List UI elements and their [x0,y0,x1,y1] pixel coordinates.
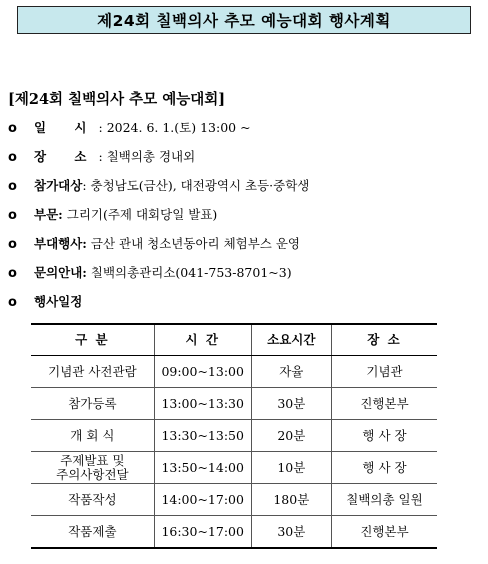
bullet-icon: o [8,150,17,165]
info-label: 참가대상 [34,178,83,193]
info-value: : 2024. 6. 1.(토) 13:00 ~ [98,120,251,135]
info-value: 칠백의총관리소(041-753-8701~3) [86,265,292,280]
cell-category: 기념관 사전관람 [31,356,154,388]
cell-duration: 10분 [251,452,331,484]
table-row [31,356,437,388]
bullet-icon: o [8,179,17,194]
cell-category: 개 회 식 [31,420,154,452]
header-place: 장 소 [332,324,438,356]
info-venue [8,147,195,165]
event-subtitle: [제24회 칠백의사 추모 예능대회] [8,91,226,108]
page-banner-title: 제24회 칠백의사 추모 예능대회 행사계획 [17,6,471,34]
info-label: 문의안내: [34,265,87,280]
cell-duration: 30분 [251,388,331,420]
info-schedule-heading [8,292,82,310]
cell-place: 칠백의총 일원 [332,484,438,516]
cell-place: 기념관 [332,356,438,388]
cell-time: 09:00~13:00 [154,356,251,388]
bullet-icon: o [8,121,17,136]
cell-time: 14:00~17:00 [154,484,251,516]
header-duration: 소요시간 [251,324,331,356]
schedule-table [31,323,437,549]
bullet-icon: o [8,266,17,281]
info-side-event [8,234,300,252]
info-label: 부문: [34,207,63,222]
cell-place: 진행본부 [332,388,438,420]
cell-category: 작품제출 [31,516,154,549]
cell-duration: 자율 [251,356,331,388]
info-date [8,118,251,136]
cell-category: 참가등록 [31,388,154,420]
cell-time: 16:30~17:00 [154,516,251,549]
cell-place: 행 사 장 [332,452,438,484]
table-row [31,484,437,516]
cell-time: 13:00~13:30 [154,388,251,420]
info-value: 금산 관내 청소년동아리 체험부스 운영 [86,236,300,251]
info-value: : 칠백의총 경내외 [98,149,196,164]
info-label: 부대행사: [34,236,87,251]
header-time: 시 간 [154,324,251,356]
table-header-row [31,324,437,356]
header-category: 구 분 [31,324,154,356]
info-category [8,205,217,223]
table-row [31,420,437,452]
table-row [31,452,437,484]
table-row [31,516,437,549]
cell-time: 13:30~13:50 [154,420,251,452]
table-row [31,388,437,420]
cell-place: 행 사 장 [332,420,438,452]
info-label: 행사일정 [34,294,83,309]
cell-duration: 30분 [251,516,331,549]
bullet-icon: o [8,295,17,310]
bullet-icon: o [8,208,17,223]
cell-category: 작품작성 [31,484,154,516]
cell-time: 13:50~14:00 [154,452,251,484]
info-label: 장 소 [34,149,99,164]
info-participants [8,176,309,194]
cell-place: 진행본부 [332,516,438,549]
cell-category: 주제발표 및 주의사항전달 [31,452,154,484]
cell-duration: 20분 [251,420,331,452]
info-value: 그리기(주제 대회당일 발표) [62,207,218,222]
info-contact [8,263,292,281]
info-value: : 충청남도(금산), 대전광역시 초등·중학생 [82,178,310,193]
info-label: 일 시 [34,120,99,135]
bullet-icon: o [8,237,17,252]
cell-duration: 180분 [251,484,331,516]
